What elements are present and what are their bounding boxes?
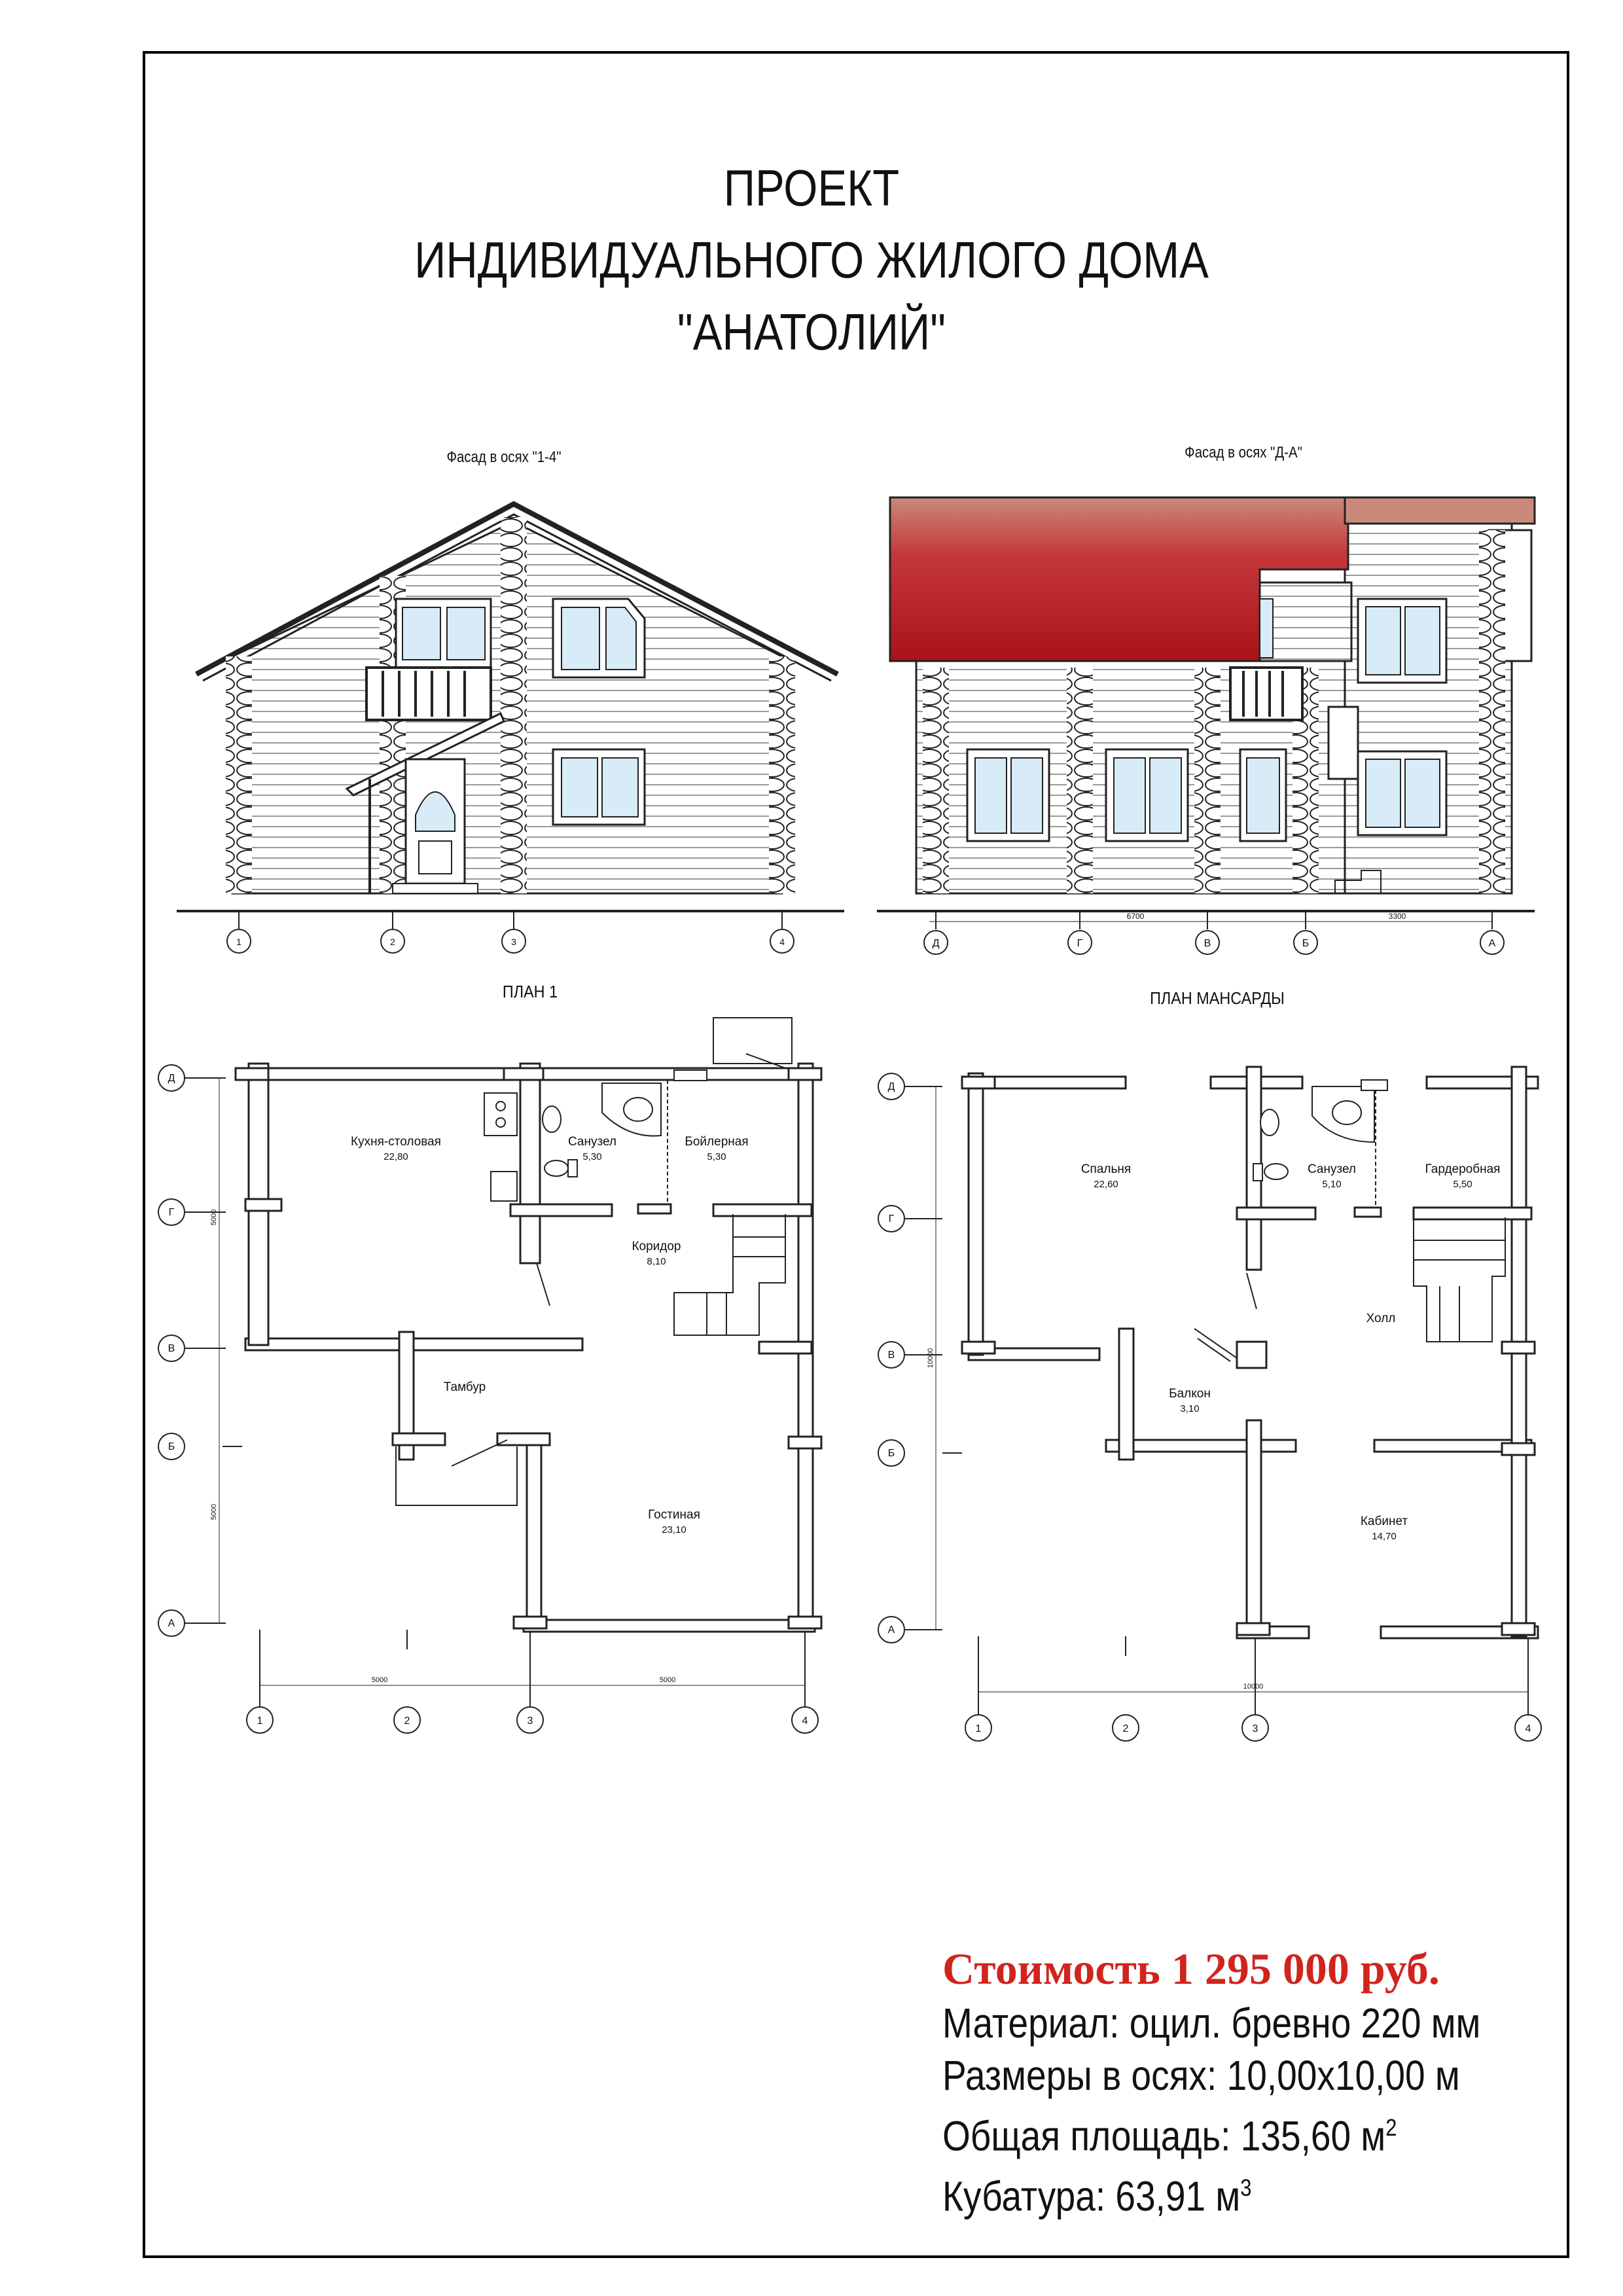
facade-right-dim: 6700 — [1126, 912, 1145, 921]
log-column — [1067, 668, 1093, 893]
plan2-room-area: 22,60 — [1094, 1179, 1118, 1190]
area-unit-sup: 2 — [1385, 2114, 1397, 2141]
facade-left-axis: 1 — [236, 937, 241, 947]
plan2-axis: 3 — [1252, 1723, 1258, 1734]
plan1-room-name: Гостиная — [648, 1508, 700, 1522]
balcony — [1230, 668, 1302, 720]
log-column — [769, 656, 795, 893]
plan2-room-name: Холл — [1366, 1312, 1396, 1325]
plan1-axis: Д — [168, 1073, 175, 1084]
facade-left-label: Фасад в осях "1-4" — [446, 448, 562, 466]
facade-right-dim: 3300 — [1388, 912, 1406, 921]
log-column — [1194, 668, 1221, 893]
plan2-axis: Б — [887, 1448, 895, 1459]
plan1-room-area: 5,30 — [582, 1151, 602, 1162]
plan1-axis: 3 — [527, 1715, 533, 1727]
facade-right-axis: А — [1488, 938, 1496, 949]
plan2-axis: 4 — [1525, 1723, 1531, 1734]
plan1-axis: 1 — [257, 1715, 263, 1727]
plan1-room-name: Коридор — [632, 1240, 681, 1253]
log-column — [1479, 530, 1505, 893]
plan1-room-name: Санузел — [567, 1135, 617, 1149]
plan2-room-area: 5,50 — [1453, 1179, 1472, 1190]
plan2-room-area: 5,10 — [1322, 1179, 1342, 1190]
plan1-room-area: 8,10 — [647, 1256, 666, 1267]
title-line-3: "АНАТОЛИЙ" — [677, 303, 946, 361]
plan1-room-area: 22,80 — [383, 1151, 408, 1162]
balcony — [366, 668, 491, 720]
facade-right-label: Фасад в осях "Д-А" — [1185, 444, 1302, 461]
plan2-room-name: Санузел — [1307, 1162, 1357, 1176]
plan2-room-area: 14,70 — [1372, 1531, 1397, 1542]
plan1-dim: 5000 — [210, 1503, 218, 1520]
plan1-axis: А — [168, 1618, 175, 1629]
plan2-room-area: 3,10 — [1180, 1403, 1200, 1414]
plan1-dim: 5000 — [659, 1676, 676, 1684]
plan1-room-area: 23,10 — [662, 1524, 687, 1535]
plan2-room-name: Балкон — [1169, 1387, 1211, 1401]
plan1-axis: 2 — [404, 1715, 410, 1727]
plan1-axis: Б — [168, 1441, 175, 1452]
total-area-label: Общая площадь: 135,60 м — [942, 2112, 1386, 2160]
plan1-room-name: Тамбур — [443, 1380, 486, 1394]
plan1-axis: В — [168, 1343, 175, 1354]
volume-label: Кубатура: 63,91 м — [942, 2172, 1241, 2220]
plan2-axis: А — [887, 1624, 895, 1636]
facade-right-axis: Г — [1077, 938, 1083, 949]
cost-text: Стоимость 1 295 000 руб. — [942, 1944, 1440, 1994]
volume-text — [942, 2162, 1480, 2222]
plan2-axis: 1 — [975, 1723, 982, 1734]
log-column — [501, 517, 527, 893]
volume-unit-sup: 3 — [1240, 2174, 1252, 2202]
plan2-room-name: Гардеробная — [1425, 1162, 1501, 1176]
plan1-label: ПЛАН 1 — [502, 982, 558, 1001]
dimensions-text: Размеры в осях: 10,00х10,00 м — [942, 2052, 1460, 2099]
plan2-dim: 10000 — [927, 1348, 935, 1369]
plan1-room-name: Кухня-столовая — [351, 1135, 441, 1149]
plan2-label: ПЛАН МАНСАРДЫ — [1150, 988, 1285, 1008]
plan1-drawing — [158, 1018, 821, 1733]
plan2-axis: В — [887, 1350, 895, 1361]
project-info — [942, 1941, 1568, 2223]
plan1-room-name: Бойлерная — [685, 1135, 749, 1149]
plan1-room-area: 5,30 — [707, 1151, 726, 1162]
plan2-axis: 2 — [1122, 1723, 1129, 1734]
plan1-axis: Г — [168, 1207, 175, 1218]
material-text: Материал: оцил. бревно 220 мм — [942, 2000, 1481, 2047]
plan2-axis: Д — [887, 1081, 895, 1092]
facade-right-axis: Б — [1302, 938, 1310, 949]
plan2-room-name: Кабинет — [1360, 1515, 1408, 1528]
plan2-axis: Г — [888, 1213, 895, 1225]
total-area-text — [942, 2102, 1480, 2162]
plan2-dim: 10000 — [1243, 1683, 1264, 1691]
plan1-dim: 5000 — [210, 1209, 218, 1226]
plan1-axis: 4 — [802, 1715, 808, 1727]
title-line-1: ПРОЕКТ — [723, 159, 900, 217]
facade-right-axis: Д — [932, 938, 940, 949]
plan2-room-name: Спальня — [1080, 1162, 1132, 1176]
log-column — [226, 656, 252, 893]
facade-left-axis: 4 — [779, 937, 785, 947]
plan1-dim: 5000 — [371, 1676, 388, 1684]
title-line-2: ИНДИВИДУАЛЬНОГО ЖИЛОГО ДОМА — [414, 231, 1209, 289]
facade-left-axis: 2 — [390, 937, 395, 947]
log-column — [923, 668, 949, 893]
facade-left-axis: 3 — [511, 937, 516, 947]
facade-right-axis: В — [1204, 938, 1211, 949]
